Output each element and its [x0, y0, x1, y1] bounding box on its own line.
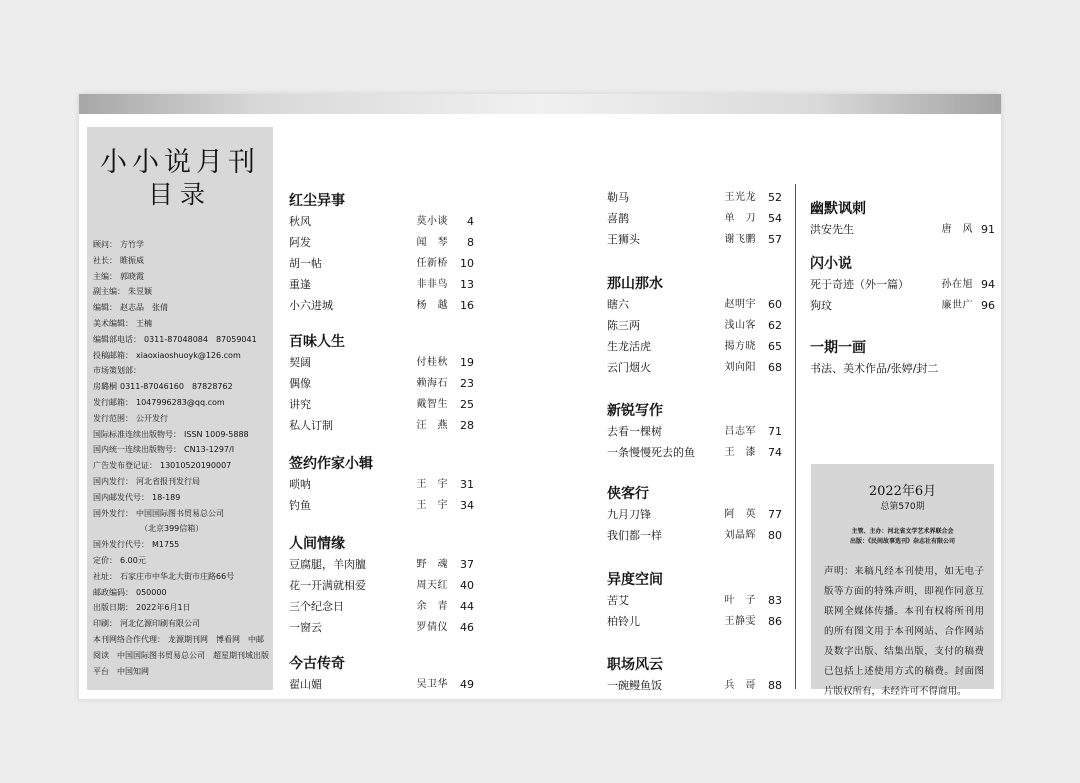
credit-value: 中国国际图书贸易总公司	[136, 508, 224, 518]
entry-page-number: 46	[460, 621, 474, 634]
masthead-panel	[87, 127, 273, 690]
entry-title: 一碗鳗鱼饭	[607, 679, 662, 692]
credit-row	[93, 537, 269, 553]
credit-row	[93, 600, 269, 616]
toc-entry	[289, 617, 474, 638]
toc-entry	[607, 357, 782, 378]
toc-section	[810, 254, 995, 316]
entry-title: 死于奇迹（外一篇）	[810, 278, 909, 291]
section-title: 一期一画	[810, 340, 866, 356]
credit-row	[93, 395, 269, 411]
entry-author: 王 宇	[416, 479, 448, 490]
entry-author: 罗倩仪	[416, 622, 448, 633]
toc-entry	[810, 219, 995, 240]
credit-value: xiaoxiaoshuoyk@126.com	[136, 350, 241, 360]
entry-page-number: 31	[460, 478, 474, 491]
credit-row	[93, 632, 269, 679]
column-divider	[795, 184, 796, 689]
entry-title: 云门烟火	[607, 361, 651, 374]
entry-author: 赖海石	[416, 378, 448, 389]
section-title: 幽默讽刺	[810, 201, 866, 217]
contents-heading: 目录	[147, 180, 212, 209]
toc-section	[289, 191, 474, 316]
entry-title: 小六进城	[289, 299, 333, 312]
credit-value: 龙源期刊网 博看网 中邮阅读 中国国际图书贸易总公司 超星期刊域出版平台 中国知网	[93, 634, 269, 676]
credit-row	[93, 553, 269, 569]
credit-label: 主编：	[93, 271, 117, 281]
credit-label: 印刷：	[93, 619, 117, 629]
entry-title: 讲究	[289, 398, 311, 411]
entry-title: 陈三两	[607, 319, 640, 332]
credit-label: 房璐桐	[93, 382, 117, 392]
credit-value: 050000	[136, 587, 167, 597]
toc-entry	[607, 421, 782, 442]
credit-label: 邮政编码：	[93, 587, 133, 597]
credit-value: 6.00元	[120, 555, 146, 565]
credit-row	[93, 616, 269, 632]
issue-number: 总第570期	[880, 502, 925, 512]
credit-label: 社长：	[93, 255, 117, 265]
section-title: 红尘异事	[289, 193, 345, 209]
entry-page-number: 44	[460, 600, 474, 613]
entry-author: 非非鸟	[416, 279, 448, 290]
copyright-statement: 声明：来稿凡经本刊使用，如无电子版等方面的特殊声明，即视作同意互联网全媒体传播。本刊有权将所刊用的所有图文用于本刊网站、合作网站及数字出版、结集出版，支付的稿费已包括上述使用方式的稿费。封面图片版权所有，未经许可不得商用。	[824, 566, 984, 697]
credit-row	[93, 348, 269, 364]
credit-label: 编辑部电话：	[93, 334, 141, 344]
toc-entry	[810, 295, 995, 316]
section-title: 签约作家小辑	[289, 456, 373, 472]
toc-entry	[289, 474, 474, 495]
entry-page-number: 71	[768, 425, 782, 438]
toc-entry	[289, 373, 474, 394]
entry-title: 洪安先生	[810, 223, 854, 236]
credit-label: 发行邮箱：	[93, 397, 133, 407]
entry-page-number: 25	[460, 398, 474, 411]
toc-entry	[289, 415, 474, 436]
entry-title: 书法、美术作品/张婷/封二	[810, 362, 939, 375]
entry-page-number: 52	[768, 191, 782, 204]
entry-page-number: 62	[768, 319, 782, 332]
credit-label: 广告发布登记证：	[93, 461, 157, 471]
entry-author: 杨 越	[416, 300, 448, 311]
entry-author: 阿 英	[724, 509, 756, 520]
entry-page-number: 54	[768, 212, 782, 225]
entry-author: 周天红	[416, 580, 448, 591]
credit-label: 出版日期：	[93, 603, 133, 613]
toc-entry	[607, 229, 782, 250]
entry-title: 花一开满就相爱	[289, 579, 366, 592]
toc-entry	[289, 232, 474, 253]
credit-value: 2022年6月1日	[136, 603, 191, 613]
credit-row	[93, 458, 269, 474]
entry-author: 任新桥	[416, 258, 448, 269]
toc-entry	[810, 358, 995, 379]
credit-value: 赵志品 张倩	[120, 303, 168, 313]
credit-label: 定价：	[93, 555, 117, 565]
entry-page-number: 34	[460, 499, 474, 512]
credit-value: 河北亿源印刷有限公司	[120, 619, 200, 629]
publisher-line: 出版：《民间故事选刊》杂志社有限公司	[849, 538, 955, 545]
section-title: 新锐写作	[607, 403, 663, 419]
credit-row	[93, 269, 269, 285]
entry-page-number: 80	[768, 529, 782, 542]
credit-label: 顾问：	[93, 240, 117, 249]
credit-row	[93, 237, 269, 253]
entry-title: 九月刀锋	[607, 508, 651, 521]
entry-page-number: 28	[460, 419, 474, 432]
entry-page-number: 60	[768, 298, 782, 311]
credit-row	[93, 427, 269, 443]
toc-entry	[289, 253, 474, 274]
credit-row	[93, 253, 269, 269]
entry-page-number: 77	[768, 508, 782, 521]
entry-page-number: 65	[768, 340, 782, 353]
entry-author: 浅山客	[724, 320, 756, 331]
entry-title: 重逢	[289, 278, 311, 291]
credit-value: 睢振威	[120, 255, 144, 265]
credit-value: 王楠	[136, 318, 152, 328]
entry-author: 单 刀	[724, 213, 756, 224]
toc-section	[607, 570, 782, 632]
credit-row	[93, 300, 269, 316]
entry-title: 私人订制	[289, 419, 333, 432]
entry-title: 契阔	[289, 356, 311, 369]
credit-row	[93, 379, 269, 395]
toc-entry	[607, 208, 782, 229]
credit-label: 投稿邮箱：	[93, 350, 133, 360]
credit-row	[93, 284, 269, 300]
toc-section	[289, 454, 474, 516]
entry-page-number: 86	[768, 615, 782, 628]
credit-row	[93, 521, 269, 537]
entry-page-number: 57	[768, 233, 782, 246]
toc-entry	[607, 504, 782, 525]
credit-label: 发行范围：	[93, 413, 133, 423]
credit-value: （北京399信箱）	[140, 524, 204, 534]
entry-author: 廉世广	[941, 300, 973, 311]
toc-entry	[289, 274, 474, 295]
entry-page-number: 83	[768, 594, 782, 607]
entry-title: 喜鹊	[607, 212, 629, 225]
credit-value: 石家庄市中华北大街市庄路66号	[120, 571, 235, 581]
entry-page-number: 88	[768, 679, 782, 692]
toc-section	[810, 199, 995, 240]
entry-author: 汪 燕	[416, 420, 448, 431]
credit-row	[93, 569, 269, 585]
credit-label: 副主编：	[93, 287, 125, 297]
entry-author: 揭方晓	[724, 341, 756, 352]
entry-title: 唢呐	[289, 478, 311, 491]
credit-label: 美术编辑：	[93, 318, 133, 328]
entry-title: 瞎六	[607, 298, 629, 311]
entry-title: 翟山媚	[289, 678, 322, 691]
entry-title: 偶像	[289, 377, 311, 390]
entry-title: 胡一帖	[289, 257, 322, 270]
toc-entry	[289, 394, 474, 415]
entry-title: 苦艾	[607, 594, 629, 607]
entry-page-number: 74	[768, 446, 782, 459]
section-title: 异度空间	[607, 572, 663, 588]
toc-section	[607, 401, 782, 463]
section-title: 百味人生	[289, 334, 345, 350]
entry-author: 闻 琴	[416, 237, 448, 248]
entry-title: 秋风	[289, 215, 311, 228]
toc-section	[289, 654, 474, 695]
entry-author: 赵明宇	[724, 299, 756, 310]
credit-label: 社址：	[93, 571, 117, 581]
toc-entry	[607, 294, 782, 315]
section-title: 闪小说	[810, 256, 852, 272]
entry-page-number: 49	[460, 678, 474, 691]
credit-label: 国际标准连续出版物号：	[93, 429, 181, 439]
entry-title: 王狮头	[607, 233, 640, 246]
credit-label: 本刊网络合作代理：	[93, 634, 165, 644]
entry-page-number: 68	[768, 361, 782, 374]
credit-row	[93, 490, 269, 506]
entry-title: 一窗云	[289, 621, 322, 634]
credit-label: 国外发行：	[93, 508, 133, 518]
entry-author: 吴卫华	[416, 679, 448, 690]
toc-section	[289, 332, 474, 436]
entry-title: 去看一棵树	[607, 425, 662, 438]
credit-value: 公开发行	[136, 413, 168, 423]
entry-page-number: 13	[460, 278, 474, 291]
entry-title: 柏铃儿	[607, 615, 640, 628]
toc-entry	[289, 495, 474, 516]
entry-title: 三个纪念日	[289, 600, 344, 613]
entry-title: 勒马	[607, 191, 629, 204]
credit-row	[93, 316, 269, 332]
section-title: 今古传奇	[289, 656, 345, 672]
entry-author: 刘晶辉	[724, 530, 756, 541]
section-title: 职场风云	[607, 657, 663, 673]
toc-entry	[289, 674, 474, 695]
toc-section	[289, 534, 474, 638]
entry-author: 付桂秋	[416, 357, 448, 368]
entry-author: 王 宇	[416, 500, 448, 511]
credit-value: 1047996283@qq.com	[136, 397, 225, 407]
toc-section	[607, 187, 782, 250]
entry-title: 豆腐腿，羊肉膻	[289, 558, 366, 571]
toc-entry	[607, 315, 782, 336]
entry-author: 王 漆	[724, 447, 756, 458]
credit-value: 13010520190007	[160, 461, 232, 471]
entry-title: 阿发	[289, 236, 311, 249]
toc-entry	[289, 352, 474, 373]
credit-row	[93, 363, 269, 379]
toc-entry	[607, 525, 782, 546]
toc-entry	[607, 590, 782, 611]
entry-page-number: 23	[460, 377, 474, 390]
entry-page-number: 40	[460, 579, 474, 592]
credit-value: ISSN 1009-5888	[184, 429, 249, 439]
toc-section	[810, 338, 995, 379]
credit-value: 河北省报刊发行局	[136, 476, 200, 486]
credits-list	[93, 237, 269, 679]
section-title: 那山那水	[607, 276, 663, 292]
entry-page-number: 8	[467, 236, 474, 249]
entry-page-number: 91	[981, 223, 995, 236]
credit-value: 郭晓霞	[120, 271, 144, 281]
entry-author: 余 青	[416, 601, 448, 612]
entry-author: 戴智生	[416, 399, 448, 410]
entry-author: 刘向阳	[724, 362, 756, 373]
entry-author: 王静雯	[724, 616, 756, 627]
credit-row	[93, 332, 269, 348]
credit-value: 方竹学	[120, 240, 144, 249]
section-title: 侠客行	[607, 486, 649, 502]
toc-entry	[289, 596, 474, 617]
toc-entry	[607, 187, 782, 208]
sponsor-info	[811, 527, 994, 547]
credit-value: 0311-87046160 87828762	[120, 382, 233, 392]
credit-label: 国内统一连续出版物号：	[93, 445, 181, 455]
credit-value: CN13-1297/I	[184, 445, 235, 455]
entry-title: 我们都一样	[607, 529, 662, 542]
credit-value: 18-189	[152, 492, 181, 502]
entry-title: 钓鱼	[289, 499, 311, 512]
toc-entry	[810, 274, 995, 295]
toc-entry	[289, 554, 474, 575]
toc-entry	[289, 575, 474, 596]
entry-author: 唐 风	[941, 224, 973, 235]
entry-title: 一条慢慢死去的鱼	[607, 446, 695, 459]
credit-label: 国内发行：	[93, 476, 133, 486]
credit-label: 国内邮发代号：	[93, 492, 149, 502]
credit-row	[93, 442, 269, 458]
entry-page-number: 96	[981, 299, 995, 312]
entry-title: 狗玟	[810, 299, 832, 312]
issue-info-box	[811, 464, 994, 697]
credit-value: 朱昱颖	[128, 287, 152, 297]
magazine-title: 小小说月刊	[100, 147, 260, 178]
credit-value: M1755	[152, 540, 180, 550]
toc-entry	[607, 611, 782, 632]
entry-author: 吕志军	[724, 426, 756, 437]
entry-author: 孙在旭	[941, 279, 973, 290]
credit-row	[93, 474, 269, 490]
toc-entry	[289, 295, 474, 316]
toc-section	[607, 274, 782, 378]
credit-label: 国外发行代号：	[93, 540, 149, 550]
credit-row	[93, 411, 269, 427]
toc-entry	[607, 442, 782, 463]
magazine-page	[79, 94, 1001, 699]
entry-author: 野 魂	[416, 559, 448, 570]
toc-entry	[607, 336, 782, 357]
toc-entry	[607, 675, 782, 696]
entry-page-number: 19	[460, 356, 474, 369]
issue-date: 2022年6月	[868, 484, 937, 499]
entry-page-number: 94	[981, 278, 995, 291]
entry-author: 王光龙	[724, 192, 756, 203]
entry-page-number: 37	[460, 558, 474, 571]
entry-author: 兵 哥	[724, 680, 756, 691]
section-title: 人间情缘	[289, 536, 345, 552]
sponsor-line: 主管、主办：河北省文学艺术界联合会	[851, 528, 954, 535]
entry-author: 叶 子	[724, 595, 756, 606]
toc-section	[607, 484, 782, 546]
credit-label: 编辑：	[93, 303, 117, 313]
credit-label: 市场策划部：	[93, 366, 141, 376]
entry-page-number: 10	[460, 257, 474, 270]
entry-page-number: 16	[460, 299, 474, 312]
credit-value: 0311-87048084 87059041	[144, 334, 257, 344]
entry-title: 生龙活虎	[607, 340, 651, 353]
toc-section	[607, 655, 782, 696]
entry-author: 谢飞鹏	[724, 234, 756, 245]
entry-author: 莫小谈	[416, 216, 448, 227]
credit-row	[93, 585, 269, 601]
credit-row	[93, 506, 269, 522]
toc-entry	[289, 211, 474, 232]
header-gradient-band	[79, 94, 1001, 114]
entry-page-number: 4	[467, 215, 474, 228]
